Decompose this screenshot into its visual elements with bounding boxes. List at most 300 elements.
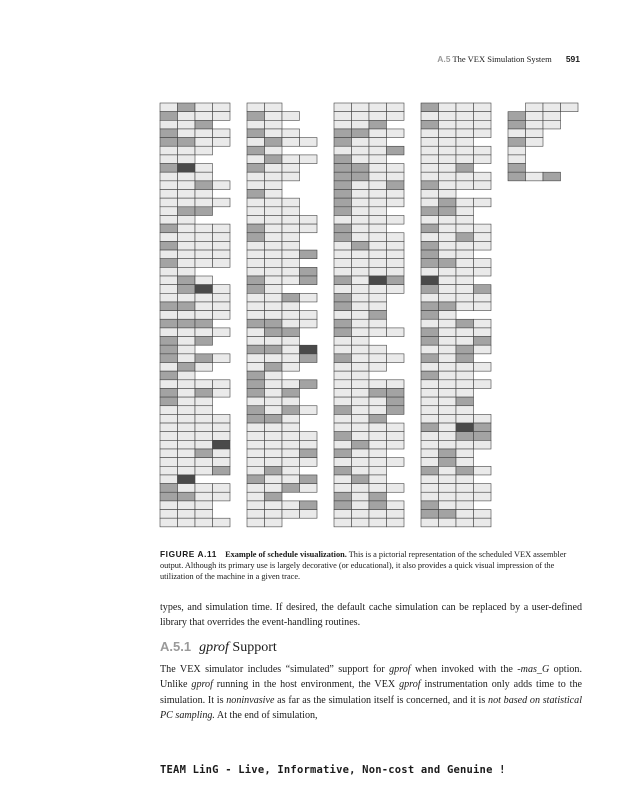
- schedule-cell: [195, 259, 213, 268]
- schedule-cell: [213, 440, 231, 449]
- schedule-cell: [265, 215, 283, 224]
- schedule-cell: [508, 129, 526, 138]
- schedule-cell: [334, 250, 352, 259]
- schedule-cell: [195, 388, 213, 397]
- schedule-cell: [369, 363, 387, 372]
- schedule-cell: [195, 103, 213, 112]
- section-title: The VEX Simulation System: [452, 54, 552, 64]
- schedule-cell: [387, 198, 405, 207]
- schedule-cell: [178, 345, 196, 354]
- schedule-cell: [282, 458, 300, 467]
- schedule-cell: [387, 103, 405, 112]
- schedule-cell: [387, 164, 405, 173]
- schedule-cell: [352, 363, 370, 372]
- schedule-cell: [265, 423, 283, 432]
- schedule-cell: [456, 103, 474, 112]
- schedule-cell: [387, 440, 405, 449]
- schedule-cell: [334, 354, 352, 363]
- schedule-cell: [265, 138, 283, 147]
- schedule-cell: [352, 250, 370, 259]
- schedule-cell: [247, 112, 265, 121]
- schedule-cell: [265, 112, 283, 121]
- schedule-cell: [387, 406, 405, 415]
- schedule-cell: [334, 172, 352, 181]
- schedule-cell: [508, 138, 526, 147]
- schedule-cell: [387, 181, 405, 190]
- schedule-cell: [334, 328, 352, 337]
- schedule-cell: [352, 492, 370, 501]
- schedule-cell: [334, 233, 352, 242]
- schedule-cell: [369, 510, 387, 519]
- schedule-cell: [282, 363, 300, 372]
- schedule-cell: [213, 112, 231, 121]
- schedule-cell: [456, 293, 474, 302]
- schedule-cell: [195, 181, 213, 190]
- schedule-cell: [247, 215, 265, 224]
- schedule-cell: [369, 207, 387, 216]
- schedule-cell: [421, 233, 439, 242]
- schedule-cell: [421, 518, 439, 527]
- schedule-cell: [178, 492, 196, 501]
- schedule-cell: [160, 267, 178, 276]
- schedule-cell: [195, 363, 213, 372]
- schedule-cell: [265, 484, 283, 493]
- section-name: gprof: [199, 640, 229, 655]
- schedule-cell: [334, 449, 352, 458]
- schedule-cell: [334, 267, 352, 276]
- schedule-cell: [334, 112, 352, 121]
- schedule-cell: [352, 207, 370, 216]
- schedule-cell: [456, 475, 474, 484]
- schedule-cell: [265, 371, 283, 380]
- schedule-cell: [439, 311, 457, 320]
- schedule-cell: [178, 432, 196, 441]
- schedule-cell: [265, 250, 283, 259]
- schedule-cell: [421, 181, 439, 190]
- schedule-cell: [265, 328, 283, 337]
- schedule-cell: [213, 293, 231, 302]
- schedule-cell: [369, 285, 387, 294]
- schedule-cell: [421, 259, 439, 268]
- schedule-cell: [369, 354, 387, 363]
- schedule-cell: [369, 250, 387, 259]
- schedule-cell: [178, 155, 196, 164]
- schedule-cell: [369, 414, 387, 423]
- schedule-cell: [439, 224, 457, 233]
- schedule-cell: [334, 190, 352, 199]
- schedule-cell: [439, 241, 457, 250]
- schedule-cell: [543, 172, 561, 181]
- schedule-cell: [369, 397, 387, 406]
- schedule-cell: [352, 198, 370, 207]
- schedule-cell: [195, 380, 213, 389]
- schedule-cell: [439, 198, 457, 207]
- schedule-cell: [178, 406, 196, 415]
- schedule-cell: [334, 363, 352, 372]
- schedule-cell: [178, 103, 196, 112]
- schedule-cell: [352, 224, 370, 233]
- schedule-cell: [282, 475, 300, 484]
- schedule-cell: [508, 120, 526, 129]
- schedule-cell: [178, 293, 196, 302]
- schedule-cell: [543, 120, 561, 129]
- schedule-cell: [369, 466, 387, 475]
- schedule-cell: [421, 138, 439, 147]
- schedule-cell: [195, 440, 213, 449]
- schedule-cell: [474, 112, 492, 121]
- schedule-cell: [456, 302, 474, 311]
- schedule-cell: [456, 267, 474, 276]
- schedule-cell: [439, 293, 457, 302]
- schedule-cell: [195, 518, 213, 527]
- schedule-cell: [369, 432, 387, 441]
- schedule-cell: [456, 319, 474, 328]
- schedule-cell: [178, 354, 196, 363]
- schedule-cell: [369, 458, 387, 467]
- schedule-cell: [282, 501, 300, 510]
- footer-banner: TEAM LinG - Live, Informative, Non-cost and Genuine !: [160, 764, 506, 776]
- schedule-cell: [160, 198, 178, 207]
- schedule-cell: [282, 172, 300, 181]
- schedule-cell: [439, 363, 457, 372]
- schedule-cell: [160, 432, 178, 441]
- schedule-cell: [282, 267, 300, 276]
- schedule-cell: [247, 363, 265, 372]
- schedule-cell: [474, 484, 492, 493]
- schedule-cell: [247, 345, 265, 354]
- schedule-cell: [160, 363, 178, 372]
- schedule-cell: [265, 501, 283, 510]
- schedule-cell: [421, 414, 439, 423]
- schedule-cell: [265, 259, 283, 268]
- schedule-cell: [369, 328, 387, 337]
- schedule-cell: [178, 501, 196, 510]
- schedule-cell: [282, 354, 300, 363]
- schedule-cell: [247, 466, 265, 475]
- schedule-cell: [369, 380, 387, 389]
- schedule-cell: [456, 172, 474, 181]
- section-heading: [160, 639, 277, 656]
- schedule-cell: [334, 337, 352, 346]
- schedule-cell: [282, 215, 300, 224]
- schedule-cell: [421, 501, 439, 510]
- schedule-cell: [195, 172, 213, 181]
- schedule-cell: [387, 276, 405, 285]
- schedule-cell: [178, 164, 196, 173]
- schedule-cell: [439, 190, 457, 199]
- schedule-cell: [334, 406, 352, 415]
- schedule-cell: [195, 302, 213, 311]
- schedule-cell: [421, 449, 439, 458]
- schedule-cell: [421, 207, 439, 216]
- schedule-cell: [474, 337, 492, 346]
- schedule-cell: [247, 293, 265, 302]
- schedule-cell: [474, 181, 492, 190]
- schedule-cell: [352, 501, 370, 510]
- schedule-cell: [160, 112, 178, 121]
- schedule-cell: [247, 518, 265, 527]
- schedule-cell: [265, 466, 283, 475]
- schedule-cell: [334, 285, 352, 294]
- schedule-cell: [334, 371, 352, 380]
- schedule-cell: [474, 319, 492, 328]
- schedule-cell: [178, 267, 196, 276]
- schedule-cell: [369, 233, 387, 242]
- schedule-cell: [213, 302, 231, 311]
- schedule-cell: [474, 510, 492, 519]
- schedule-cell: [213, 129, 231, 138]
- schedule-cell: [334, 466, 352, 475]
- schedule-cell: [387, 518, 405, 527]
- schedule-cell: [213, 224, 231, 233]
- schedule-cell: [456, 371, 474, 380]
- schedule-cell: [352, 432, 370, 441]
- schedule-cell: [352, 112, 370, 121]
- schedule-cell: [247, 181, 265, 190]
- schedule-cell: [247, 276, 265, 285]
- schedule-cell: [334, 484, 352, 493]
- schedule-cell: [456, 215, 474, 224]
- schedule-cell: [282, 129, 300, 138]
- schedule-cell: [421, 484, 439, 493]
- schedule-cell: [195, 112, 213, 121]
- schedule-cell: [195, 285, 213, 294]
- schedule-cell: [474, 432, 492, 441]
- schedule-cell: [178, 129, 196, 138]
- schedule-cell: [561, 103, 579, 112]
- schedule-cell: [421, 215, 439, 224]
- schedule-cell: [369, 293, 387, 302]
- schedule-cell: [247, 207, 265, 216]
- schedule-cell: [352, 388, 370, 397]
- schedule-cell: [160, 241, 178, 250]
- schedule-cell: [439, 181, 457, 190]
- schedule-cell: [195, 250, 213, 259]
- schedule-cell: [265, 363, 283, 372]
- schedule-cell: [369, 267, 387, 276]
- schedule-cell: [421, 319, 439, 328]
- schedule-cell: [160, 501, 178, 510]
- schedule-cell: [474, 414, 492, 423]
- schedule-cell: [456, 337, 474, 346]
- schedule-cell: [247, 233, 265, 242]
- schedule-cell: [265, 337, 283, 346]
- schedule-cell: [265, 414, 283, 423]
- schedule-cell: [456, 380, 474, 389]
- schedule-cell: [178, 319, 196, 328]
- schedule-cell: [160, 484, 178, 493]
- schedule-cell: [508, 172, 526, 181]
- schedule-cell: [456, 181, 474, 190]
- schedule-cell: [456, 458, 474, 467]
- schedule-cell: [352, 164, 370, 173]
- schedule-cell: [439, 440, 457, 449]
- schedule-cell: [282, 311, 300, 320]
- schedule-cell: [282, 440, 300, 449]
- schedule-cell: [247, 267, 265, 276]
- schedule-cell: [439, 484, 457, 493]
- schedule-cell: [369, 475, 387, 484]
- schedule-cell: [334, 475, 352, 484]
- schedule-cell: [265, 129, 283, 138]
- schedule-cell: [160, 172, 178, 181]
- schedule-cell: [352, 371, 370, 380]
- schedule-cell: [282, 250, 300, 259]
- schedule-cell: [195, 233, 213, 242]
- schedule-cell: [178, 466, 196, 475]
- schedule-cell: [247, 475, 265, 484]
- schedule-cell: [160, 328, 178, 337]
- schedule-cell: [334, 198, 352, 207]
- schedule-cell: [334, 146, 352, 155]
- schedule-cell: [247, 458, 265, 467]
- schedule-cell: [195, 293, 213, 302]
- schedule-cell: [456, 492, 474, 501]
- schedule-cell: [195, 423, 213, 432]
- schedule-cell: [160, 492, 178, 501]
- schedule-cell: [421, 380, 439, 389]
- schedule-cell: [456, 207, 474, 216]
- schedule-cell: [213, 388, 231, 397]
- schedule-cell: [178, 337, 196, 346]
- schedule-cell: [213, 103, 231, 112]
- schedule-cell: [439, 432, 457, 441]
- schedule-cell: [334, 414, 352, 423]
- schedule-cell: [474, 155, 492, 164]
- schedule-cell: [352, 285, 370, 294]
- schedule-cell: [265, 510, 283, 519]
- section-label: A.5: [437, 54, 451, 64]
- schedule-cell: [282, 414, 300, 423]
- schedule-cell: [178, 397, 196, 406]
- schedule-cell: [352, 181, 370, 190]
- schedule-cell: [265, 388, 283, 397]
- schedule-cell: [421, 345, 439, 354]
- schedule-cell: [439, 345, 457, 354]
- schedule-cell: [178, 302, 196, 311]
- schedule-cell: [369, 215, 387, 224]
- schedule-cell: [213, 492, 231, 501]
- schedule-cell: [421, 224, 439, 233]
- schedule-cell: [265, 475, 283, 484]
- schedule-cell: [247, 388, 265, 397]
- schedule-cell: [421, 388, 439, 397]
- schedule-cell: [300, 155, 318, 164]
- schedule-cell: [352, 354, 370, 363]
- schedule-cell: [213, 414, 231, 423]
- schedule-cell: [439, 129, 457, 138]
- schedule-cell: [352, 241, 370, 250]
- schedule-cell: [456, 345, 474, 354]
- schedule-cell: [265, 190, 283, 199]
- schedule-cell: [439, 215, 457, 224]
- schedule-cell: [439, 285, 457, 294]
- body-paragraph-2: The VEX simulator includes “simulated” support for gprof when invoked with the -mas_G option. Unlike gprof running in the host environment, the VEX gprof instrumentation only adds time to the simulation. It is noninvasive as far as the simulation itself is concerned, and it is not based on statistical PC sampling. At the end of simulation,: [160, 664, 583, 722]
- schedule-cell: [456, 510, 474, 519]
- schedule-cell: [387, 432, 405, 441]
- schedule-cell: [282, 233, 300, 242]
- schedule-cell: [334, 432, 352, 441]
- schedule-cell: [387, 397, 405, 406]
- schedule-cell: [160, 293, 178, 302]
- figure-title: Example of schedule visualization.: [225, 550, 347, 559]
- schedule-cell: [300, 138, 318, 147]
- schedule-cell: [265, 207, 283, 216]
- schedule-cell: [213, 466, 231, 475]
- schedule-cell: [456, 120, 474, 129]
- schedule-cell: [247, 129, 265, 138]
- schedule-cell: [334, 345, 352, 354]
- schedule-cell: [352, 397, 370, 406]
- schedule-cell: [195, 146, 213, 155]
- schedule-cell: [265, 440, 283, 449]
- schedule-cell: [213, 285, 231, 294]
- schedule-cell: [439, 138, 457, 147]
- schedule-cell: [456, 354, 474, 363]
- schedule-cell: [334, 164, 352, 173]
- schedule-cell: [456, 224, 474, 233]
- schedule-cell: [474, 172, 492, 181]
- schedule-cell: [160, 371, 178, 380]
- schedule-cell: [265, 103, 283, 112]
- schedule-cell: [456, 518, 474, 527]
- schedule-cell: [247, 259, 265, 268]
- page-number: 591: [565, 54, 580, 64]
- schedule-cell: [213, 138, 231, 147]
- schedule-cell: [195, 492, 213, 501]
- schedule-cell: [265, 233, 283, 242]
- schedule-cell: [195, 414, 213, 423]
- schedule-cell: [282, 466, 300, 475]
- schedule-cell: [178, 440, 196, 449]
- schedule-cell: [213, 458, 231, 467]
- schedule-cell: [178, 250, 196, 259]
- schedule-cell: [247, 190, 265, 199]
- schedule-cell: [247, 354, 265, 363]
- schedule-cell: [213, 432, 231, 441]
- schedule-cell: [334, 259, 352, 268]
- schedule-cell: [334, 380, 352, 389]
- schedule-cell: [421, 172, 439, 181]
- schedule-cell: [334, 120, 352, 129]
- schedule-cell: [456, 484, 474, 493]
- schedule-cell: [282, 241, 300, 250]
- schedule-cell: [282, 138, 300, 147]
- schedule-cell: [369, 518, 387, 527]
- schedule-cell: [387, 380, 405, 389]
- schedule-cell: [213, 518, 231, 527]
- schedule-cell: [387, 112, 405, 121]
- schedule-cell: [160, 337, 178, 346]
- schedule-cell: [369, 484, 387, 493]
- schedule-cell: [369, 172, 387, 181]
- schedule-cell: [439, 302, 457, 311]
- schedule-cell: [178, 518, 196, 527]
- schedule-cell: [265, 432, 283, 441]
- schedule-cell: [265, 518, 283, 527]
- schedule-cell: [178, 172, 196, 181]
- schedule-cell: [178, 363, 196, 372]
- schedule-cell: [352, 510, 370, 519]
- schedule-cell: [526, 138, 544, 147]
- schedule-cell: [282, 397, 300, 406]
- schedule-cell: [474, 363, 492, 372]
- schedule-cell: [369, 276, 387, 285]
- schedule-cell: [352, 215, 370, 224]
- schedule-cell: [369, 224, 387, 233]
- schedule-cell: [387, 259, 405, 268]
- schedule-cell: [474, 492, 492, 501]
